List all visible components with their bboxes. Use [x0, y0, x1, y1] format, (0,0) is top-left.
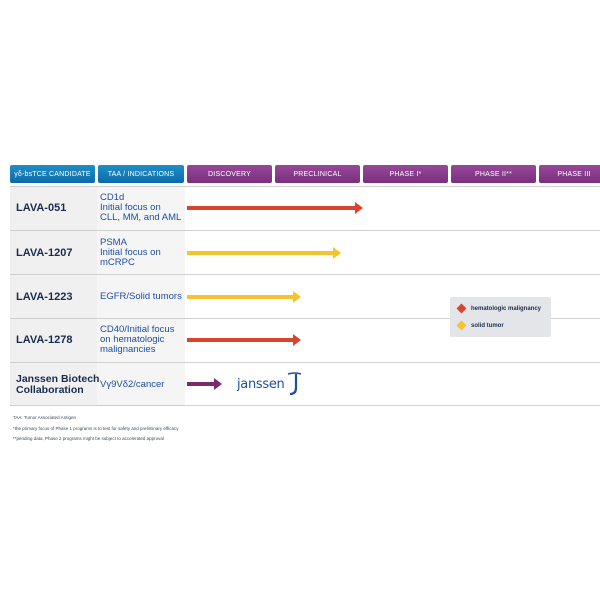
legend-label: hematologic malignancy	[471, 305, 542, 312]
header-indications: TAA / INDICATIONS	[98, 165, 184, 183]
row-separator	[10, 186, 600, 187]
indication-line: on hematologic	[100, 334, 165, 345]
header-phase-1: PHASE I*	[363, 165, 448, 183]
janssen-wordmark: janssen	[237, 376, 285, 392]
indication-line: CD1d	[100, 192, 125, 203]
header-discovery: DISCOVERY	[187, 165, 272, 183]
progress-arrow-lava-1223	[187, 295, 301, 299]
arrow-head-icon	[293, 334, 301, 346]
header-candidate: γδ-bsTCE CANDIDATE	[10, 165, 95, 183]
arrow-head-icon	[214, 378, 222, 390]
indication-text	[100, 292, 182, 302]
arrow-head-icon	[333, 247, 341, 259]
indication-text	[100, 193, 181, 223]
indication-line: CLL, MM, and AML	[100, 212, 182, 223]
arrow-head-icon	[355, 202, 363, 214]
indication-text	[100, 325, 174, 355]
header-phase-2: PHASE II**	[451, 165, 536, 183]
red-diamond-icon	[457, 304, 467, 314]
row-separator	[10, 362, 600, 363]
arrow-shaft	[187, 338, 293, 342]
progress-arrow-lava-051	[187, 206, 363, 210]
indication-line: malignancies	[100, 344, 156, 355]
legend-item-hematologic	[458, 305, 541, 312]
row-separator	[10, 405, 600, 406]
progress-arrow-janssen	[187, 382, 222, 386]
candidate-name: LAVA-1278	[16, 334, 73, 346]
legend-item-solid	[458, 322, 504, 329]
row-separator	[10, 274, 600, 275]
arrow-shaft	[187, 295, 293, 299]
footnote: *the primary focus of Phase 1 programs is to test for safety and preliminary efficacy	[13, 426, 179, 431]
indication-line: CD40/Initial focus	[100, 324, 175, 335]
indication-line: Initial focus on	[100, 202, 161, 213]
indication-text	[100, 238, 161, 268]
yellow-diamond-icon	[457, 321, 467, 331]
candidate-name: LAVA-1223	[16, 291, 73, 303]
indication-line: PSMA	[100, 237, 127, 248]
indication-text	[100, 380, 164, 390]
candidate-name	[16, 374, 99, 396]
indication-line: Initial focus on	[100, 247, 161, 258]
arrow-shaft	[187, 382, 214, 386]
header-preclinical: PRECLINICAL	[275, 165, 360, 183]
indication-line: mCRPC	[100, 257, 135, 268]
progress-arrow-lava-1207	[187, 251, 341, 255]
header-phase-3: PHASE III	[539, 165, 600, 183]
row-separator	[10, 230, 600, 231]
arrow-head-icon	[293, 291, 301, 303]
candidate-line: Janssen Biotech	[16, 373, 100, 385]
janssen-logo	[237, 371, 302, 397]
legend-label: solid tumor	[471, 322, 504, 329]
footnote: **pending data, Phase 2 programs might be subject to accelerated approval	[13, 436, 164, 441]
arrow-shaft	[187, 206, 355, 210]
footnote: TAA: Tumor Associated Antigen	[13, 415, 76, 420]
arrow-shaft	[187, 251, 333, 255]
janssen-swoosh-icon	[286, 371, 302, 397]
candidate-name: LAVA-1207	[16, 247, 73, 259]
progress-arrow-lava-1278	[187, 338, 301, 342]
candidate-line: Collaboration	[16, 384, 84, 396]
candidate-name: LAVA-051	[16, 202, 67, 214]
indication-line: Vγ9Vδ2/cancer	[100, 379, 165, 390]
indication-line: EGFR/Solid tumors	[100, 291, 182, 302]
legend-box	[450, 297, 551, 337]
